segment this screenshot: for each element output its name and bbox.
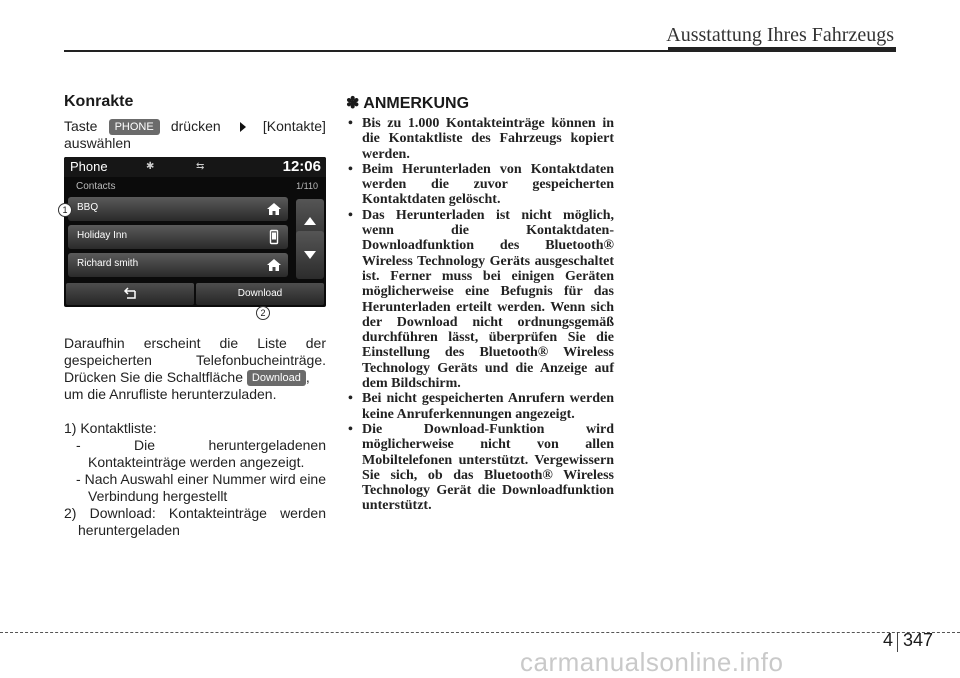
footer-separator bbox=[897, 632, 898, 652]
download-key-label: Download bbox=[247, 370, 306, 386]
contact-name: Richard smith bbox=[77, 258, 139, 269]
bluetooth-icon: ✱ bbox=[146, 161, 155, 172]
header-rule bbox=[64, 50, 670, 52]
screen-title: Phone bbox=[70, 159, 108, 174]
note-item: • Die Download-Funktion wird möglicherweise nicht von allen Mobiltelefonen unterstützt. Vergewissern Sie sich, ob das Bluetooth® Wireless Technology Gerät die Downloadfunktion unterstützt. bbox=[346, 422, 614, 514]
legend-subitem: - Die heruntergeladenen Kontakteinträge werden angezeigt. bbox=[76, 437, 326, 470]
instruction-paragraph bbox=[64, 118, 326, 152]
description-paragraph bbox=[64, 335, 326, 403]
header-rule-accent bbox=[668, 47, 896, 52]
contact-name: BBQ bbox=[77, 202, 99, 213]
legend-list bbox=[64, 420, 326, 539]
description-line: um die Anrufliste herunterzuladen. bbox=[64, 386, 277, 402]
watermark: carmanualsonline.info bbox=[520, 647, 784, 677]
download-button[interactable] bbox=[196, 283, 324, 305]
screen-list-title: Contacts bbox=[76, 181, 116, 192]
instruction-text: auswählen bbox=[64, 135, 131, 151]
note-item: • Das Herunterladen ist nicht möglich, wenn die Kontaktdaten-Downloadfunktion des Bluetooth® Wireless Technology Geräts ausgeschaltet ist. Ferner muss bei einigen Geräten möglicherweise eine Befugnis für das Herunterladen erteilt werden. Wenn sich der Download nicht ordnungsgemäß durchführen lässt, überprüfen Sie die Einstellung des Bluetooth® Wireless Technology Geräts und die Anzeige auf dem Bildschirm. bbox=[346, 208, 614, 392]
section-heading: Konrakte bbox=[64, 93, 134, 110]
footer-rule bbox=[0, 632, 960, 633]
instruction-text: [Kontakte] bbox=[262, 118, 326, 134]
phone-contacts-screen bbox=[64, 157, 326, 307]
chapter-number: 4 bbox=[883, 630, 894, 650]
instruction-text: Taste bbox=[64, 118, 98, 134]
contact-name: Holiday Inn bbox=[77, 230, 128, 241]
chevron-up-icon bbox=[304, 217, 316, 225]
legend-item-2: 2) Download: Kontakteinträge werden heruntergeladen bbox=[64, 505, 326, 538]
back-arrow-icon bbox=[122, 287, 138, 301]
running-header-title: Ausstattung Ihres Fahrzeugs bbox=[666, 24, 894, 46]
note-item: • Beim Herunterladen von Kontaktdaten werden die zuvor gespeicherten Kontaktdaten gelöscht. bbox=[346, 162, 614, 208]
screen-contact-count: 1/110 bbox=[296, 181, 318, 191]
home-icon bbox=[266, 257, 282, 273]
arrow-right-icon bbox=[240, 122, 246, 132]
home-icon bbox=[266, 201, 282, 217]
mobile-phone-icon bbox=[266, 229, 282, 245]
contact-row[interactable] bbox=[68, 253, 288, 277]
screen-clock: 12:06 bbox=[282, 158, 321, 175]
callout-2: 2 bbox=[256, 306, 270, 320]
description-punctuation: , bbox=[305, 369, 310, 385]
instruction-text: drücken bbox=[170, 118, 221, 134]
legend-subitem: - Nach Auswahl einer Nummer wird eine Verbindung hergestellt bbox=[76, 471, 326, 504]
note-heading: ✽ ANMERKUNG bbox=[346, 95, 470, 112]
description-line: gespeicherten Telefonbucheinträge. bbox=[64, 352, 326, 368]
note-list bbox=[346, 116, 614, 514]
scroll-down-button[interactable] bbox=[296, 231, 324, 279]
callout-1: 1 bbox=[58, 203, 72, 217]
usb-icon: ⇆ bbox=[196, 161, 205, 172]
download-button-label: Download bbox=[237, 288, 283, 299]
contact-row[interactable] bbox=[68, 225, 288, 249]
back-button[interactable] bbox=[66, 283, 194, 305]
phone-key-label: PHONE bbox=[109, 119, 160, 135]
legend-item-1: 1) Kontaktliste: bbox=[64, 420, 157, 436]
note-item: • Bei nicht gespeicherten Anrufern werden keine Anruferkennungen angezeigt. bbox=[346, 391, 614, 422]
page-number: 347 bbox=[903, 630, 934, 650]
description-line: Daraufhin erscheint die Liste der bbox=[64, 335, 326, 351]
description-line: Drücken Sie die Schaltfläche bbox=[64, 369, 243, 385]
note-item: • Bis zu 1.000 Kontakteinträge können in die Kontaktliste des Fahrzeugs kopiert werden. bbox=[346, 116, 614, 162]
contact-row[interactable] bbox=[68, 197, 288, 221]
chevron-down-icon bbox=[304, 251, 316, 259]
